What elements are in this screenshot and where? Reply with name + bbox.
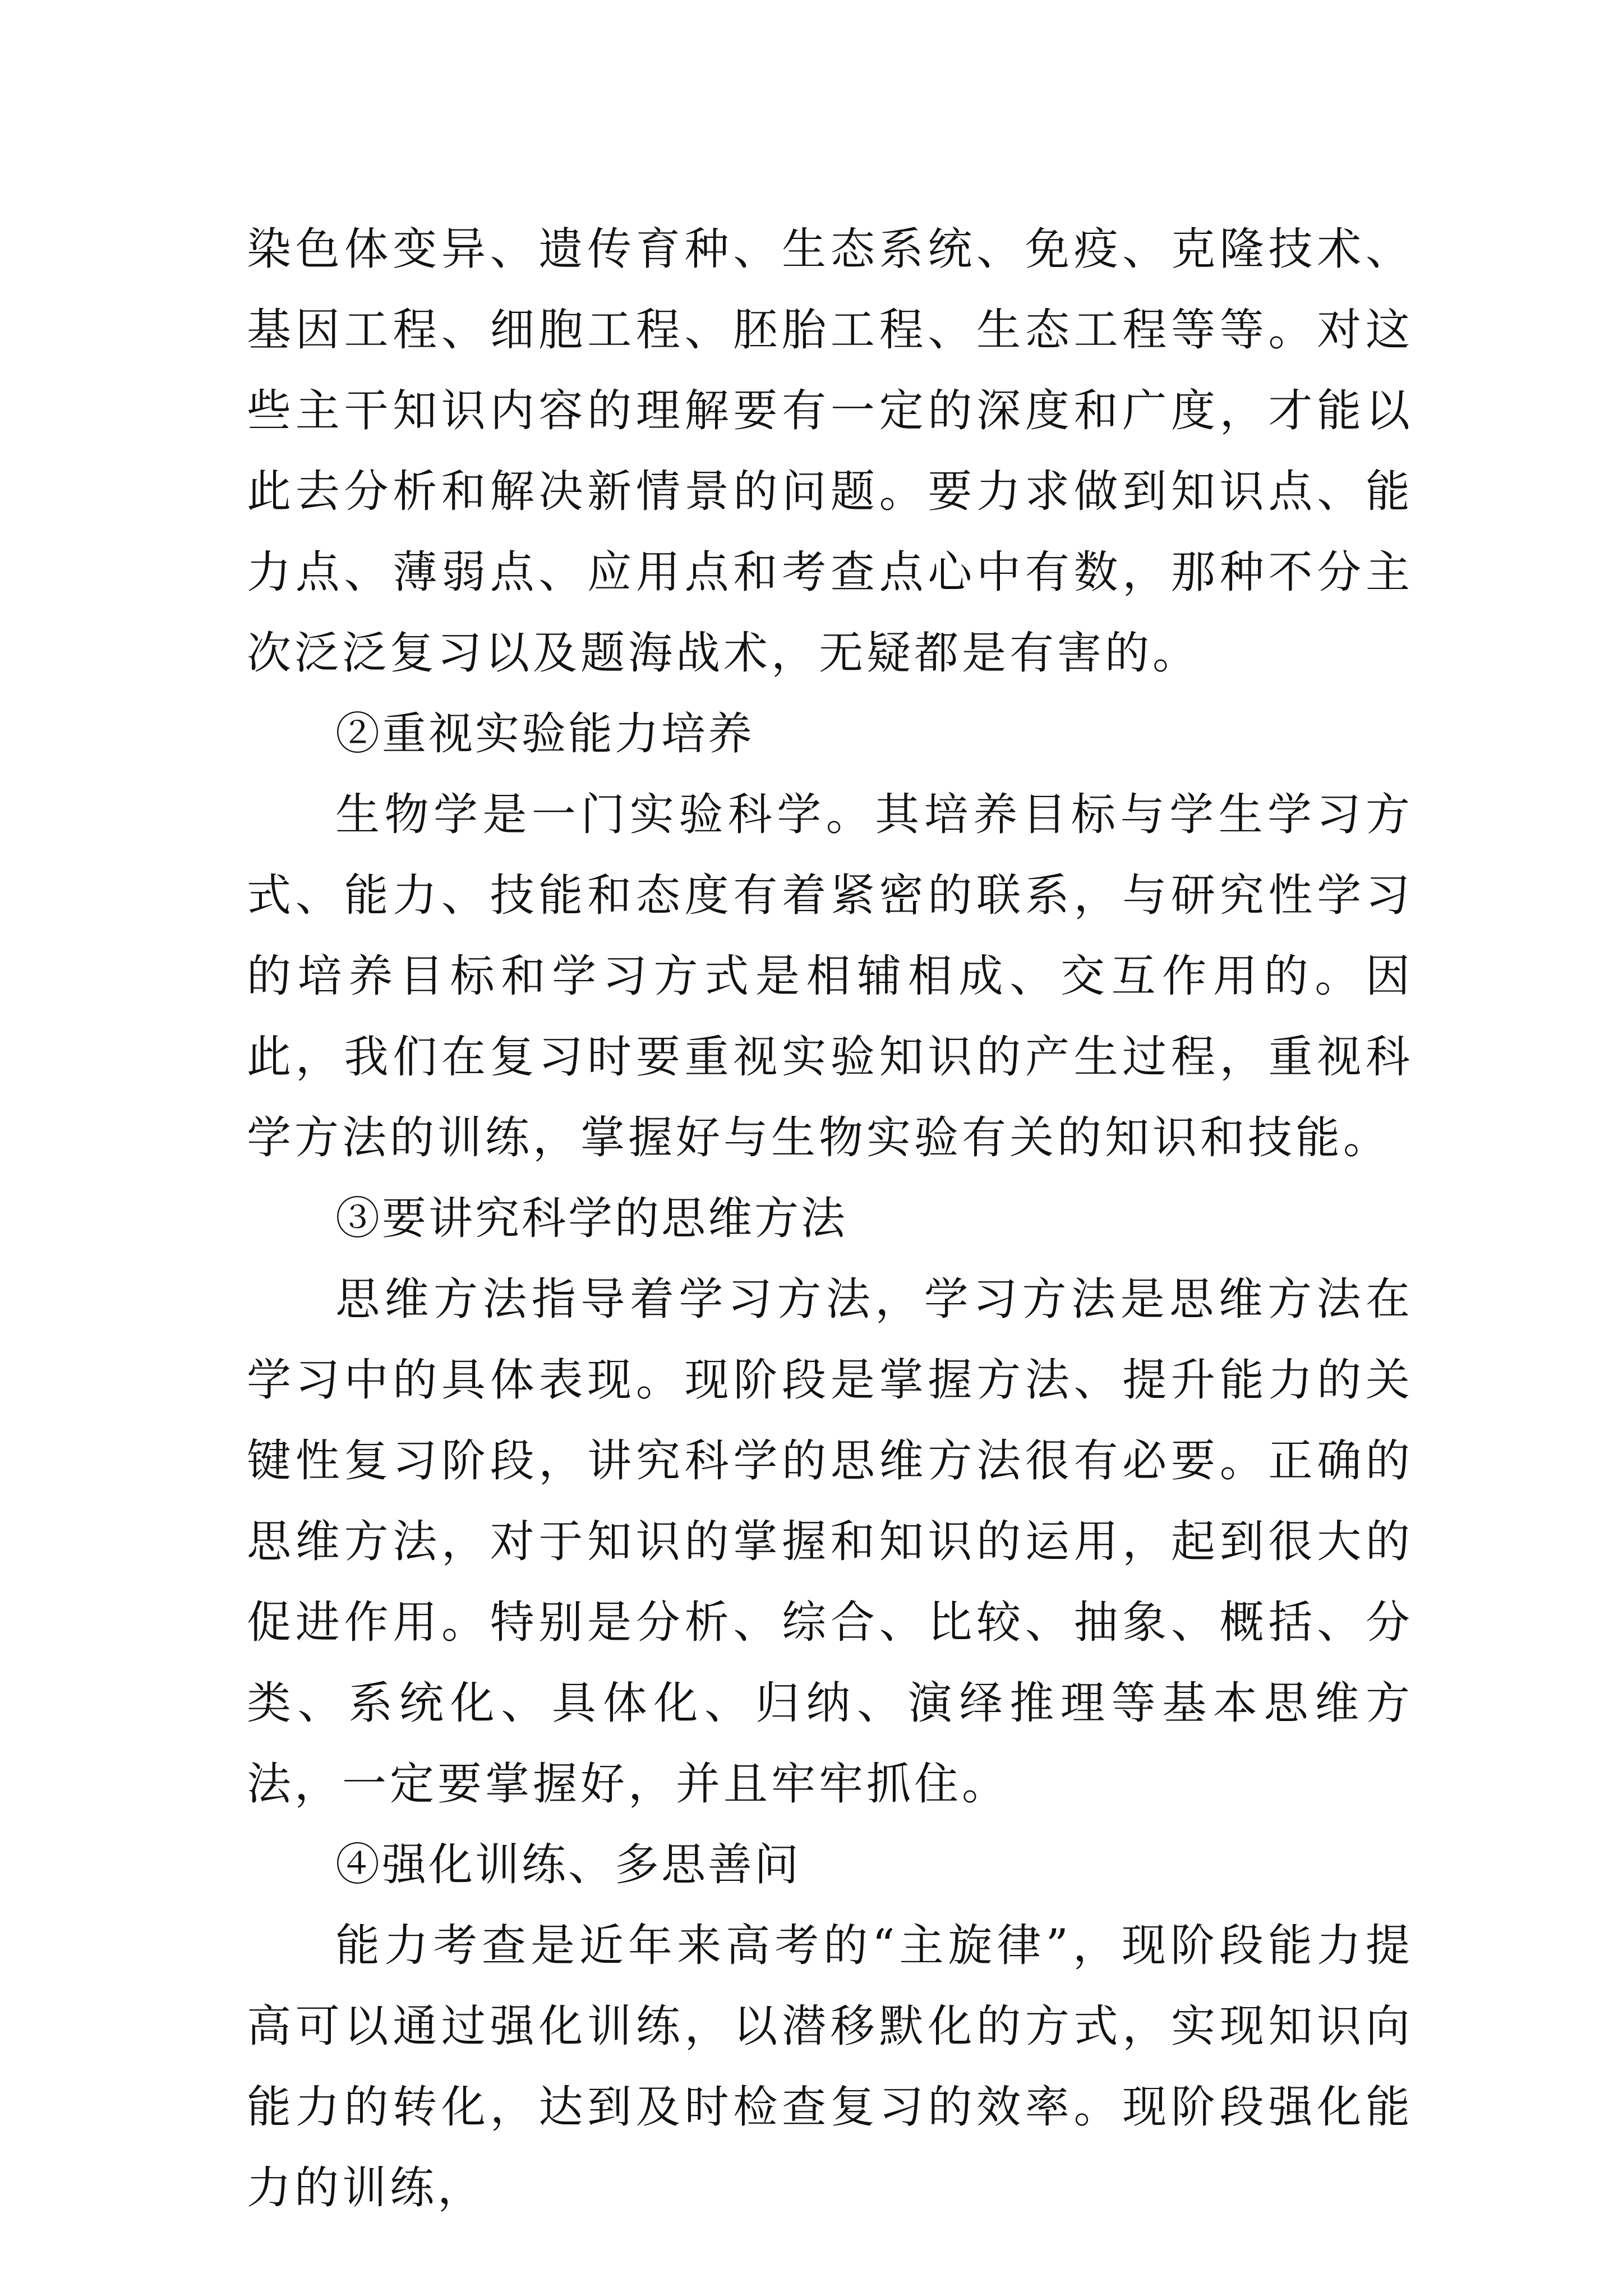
heading-thinking-method: ③要讲究科学的思维方法 xyxy=(335,1193,847,1244)
paragraph-2: 生物学是一门实验科学。其培养目标与学生学习方式、能力、技能和态度有着紧密的联系，与研究性学习的培养目标和学习方式是相辅相成、交互作用的。因此，我们在复习时要重视实验知识的产生过程，重视科学方法的训练，掌握好与生物实验有关的知识和技能。 xyxy=(247,789,1413,1163)
paragraph-3: 思维方法指导着学习方法，学习方法是思维方法在学习中的具体表现。现阶段是掌握方法、提升能力的关键性复习阶段，讲究科学的思维方法很有必要。正确的思维方法，对于知识的掌握和知识的运用，起到很大的促进作用。特别是分析、综合、比较、抽象、概括、分类、系统化、具体化、归纳、演绎推理等基本思维方法，一定要掌握好，并且牢牢抓住。 xyxy=(247,1273,1413,1810)
document-body xyxy=(247,209,1413,2228)
heading-intensive-training: ④强化训练、多思善问 xyxy=(335,1839,801,1890)
paragraph-1: 染色体变异、遗传育种、生态系统、免疫、克隆技术、基因工程、细胞工程、胚胎工程、生态工程等等。对这些主干知识内容的理解要有一定的深度和广度，才能以此去分析和解决新情景的问题。要力求做到知识点、能力点、薄弱点、应用点和考查点心中有数，那种不分主次泛泛复习以及题海战术，无疑都是有害的。 xyxy=(247,223,1413,679)
heading-experiment-ability: ②重视实验能力培养 xyxy=(335,708,754,760)
paragraph-4: 能力考查是近年来高考的“主旋律”，现阶段能力提高可以通过强化训练，以潜移默化的方式，实现知识向能力的转化，达到及时检查复习的效率。现阶段强化能力的训练， xyxy=(247,1920,1413,2214)
